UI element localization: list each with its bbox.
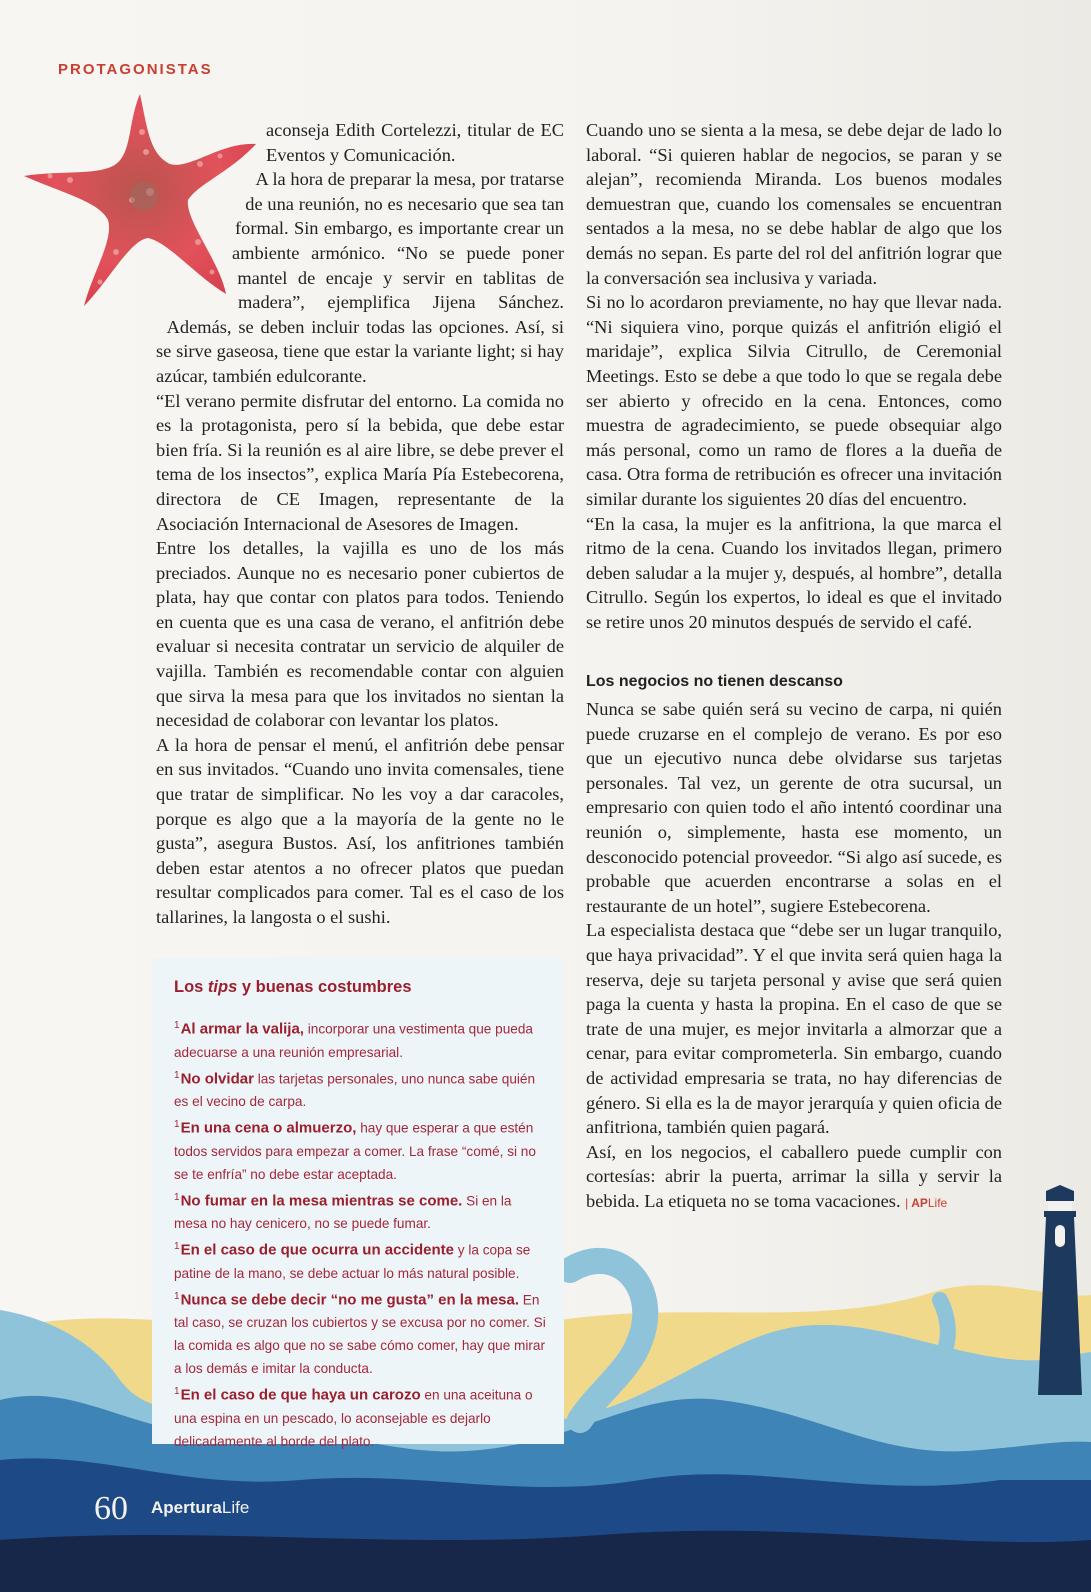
magazine-name-light: Life [221, 1498, 250, 1517]
tip-text: En tal caso, se cruzan los cubiertos y se excusa por no comer. Si la comida es algo que no se sabe cómo comer, hay que mirar a los demás e imitar la conducta. [174, 1292, 546, 1377]
paragraph: Nunca se sabe quién será su vecino de carpa, ni quién puede cruzarse en el complejo de verano. Es por eso que un ejecutivo nunca debe olvidarse sus tarjetas personales. Tal vez, un gerente de otra sucursal, un empresario con quien todo el año intentó coordinar una reunión o, simplemente, hasta ese momento, un desconocido potencial proveedor. “Si algo así sucede, es probable que acuerden encontrarse a solas en el restaurante de un hotel”, sugiere Estebecorena. [586, 699, 1002, 916]
tips-title-emphasis: tips [207, 978, 238, 996]
tip-number: 1 [174, 1290, 180, 1302]
paragraph: Entre los detalles, la vajilla es uno de los más preciados. Aunque no es necesario poner cubiertos de plata, hay que contar con platos para todos. Teniendo en cuenta que es una casa de verano, el anfitrión debe evaluar si necesita contratar un servicio de alquiler de vajilla. También es recomendable contar con alguien que sirva la mesa para que los invitados no sientan la necesidad de colaborar con levantar los platos. [156, 538, 564, 731]
lighthouse-illustration [1030, 1185, 1091, 1395]
tip-text: hay que esperar a que estén todos servidos para empezar a comer. La frase “comé, si no se te enfría” no debe estar aceptada. [174, 1120, 536, 1182]
paragraph: “En la casa, la mujer es la anfitriona, la que marca el ritmo de la cena. Cuando los invitados llegan, primero deben saludar a la mujer y, después, al hombre”, detalla Citrullo. Según los expertos, lo ideal es que el invitado se retire unos 20 minutos después de servido el café. [586, 513, 1002, 632]
tips-title [174, 978, 412, 997]
tip-text: y la copa se patine de la mano, se debe actuar lo más natural posible. [174, 1242, 531, 1281]
tip-text: las tarjetas personales, uno nunca sabe quién es el vecino de carpa. [174, 1071, 536, 1110]
tip-lead: En el caso de que haya un carozo [180, 1386, 421, 1404]
tip-lead: En una cena o almuerzo, [180, 1119, 357, 1137]
tips-list [174, 1014, 546, 1453]
left-column [156, 118, 564, 930]
end-mark-ap: AP [911, 1195, 928, 1210]
tip-number: 1 [174, 1241, 180, 1253]
tips-title-post: y buenas costumbres [237, 978, 412, 996]
closing-text: Así, en los negocios, el caballero puede cumplir con cortesías: abrir la puerta, arrimar la silla y servir la bebida. La etiqueta no se toma vacaciones. [586, 1141, 1002, 1211]
end-mark-life: Life [927, 1195, 948, 1210]
tip-item [174, 1380, 546, 1453]
right-column [586, 118, 1002, 1216]
tips-title-pre: Los [174, 978, 208, 996]
tip-number: 1 [174, 1020, 180, 1031]
paragraph: “El verano permite disfrutar del entorno. La comida no es la protagonista, pero sí la bebida, que debe estar bien fría. Si la reunión es al aire libre, se debe prever el tema de los insectos”, explica María Pía Estebecorena, directora de CE Imagen, representante de la Asociación Internacional de Asesores de Imagen. [156, 390, 564, 534]
tip-text: en una aceituna o una espina en un pescado, lo aconsejable es dejarlo delicadamente al borde del plato. [174, 1387, 533, 1449]
paragraph: aconseja Edith Cortelezzi, titular de EC Eventos y Comunicación. [266, 120, 564, 165]
tip-text: incorporar una vestimenta que pueda adecuarse a una reunión empresarial. [174, 1021, 533, 1060]
paragraph: Si no lo acordaron previamente, no hay que llevar nada. “Ni siquiera vino, porque quizás el anfitrión eligió el maridaje”, explica Silvia Citrullo, de Ceremonial Meetings. Esto se debe a que todo lo que se regala debe ser abierto y ofrecido en la cena. Entonces, como muestra de agradecimiento, se puede obsequiar algo más personal, como un ramo de flores a la dueña de casa. Otra forma de retribución es ofrecer una invitación similar durante los siguientes 20 días del encuentro. [586, 292, 1002, 509]
section-label: PROTAGONISTAS [58, 61, 213, 78]
magazine-name [151, 1498, 249, 1518]
tip-item [174, 1014, 546, 1064]
tip-item [174, 1113, 546, 1186]
tip-lead: Al armar la valija, [180, 1020, 304, 1038]
tip-number: 1 [174, 1119, 180, 1131]
paragraph: A la hora de pensar el menú, el anfitrión debe pensar en sus invitados. “Cuando uno invita comensales, tiene que tratar de simplificar. No les voy a dar caracoles, porque es algo que a la mayoría de la gente no le gusta”, asegura Bustos. Así, los anfitriones también deben estar atentos a no ofrecer platos que puedan resultar complicados para comer. Tal es el caso de los tallarines, la langosta o el sushi. [156, 734, 564, 927]
paragraph: La especialista destaca que “debe ser un lugar tranquilo, que haya privacidad”. Y el que invita será quien haga la reserva, deje su tarjeta personal y avise que será quien paga la cuenta y hasta la propina. En el caso de que se trate de una mujer, es mejor invitarla a almorzar que a cenar, para evitar comprometerla. Sin embargo, cuando de actividad empresaria se trata, no hay diferencias de género. Si ella es la de mayor jerarquía y quien oficia de anfitriona, también quien pagará. [586, 920, 1002, 1138]
tip-text: Si en la mesa no hay cenicero, no se puede fumar. [174, 1193, 512, 1232]
tip-lead: No fumar en la mesa mientras se come. [180, 1192, 463, 1210]
tip-lead: Nunca se debe decir “no me gusta” en la mesa. [180, 1291, 520, 1309]
tips-box [152, 958, 564, 1449]
subheading: Los negocios no tienen descanso [586, 673, 843, 691]
tip-number: 1 [174, 1386, 180, 1398]
tip-item [174, 1186, 546, 1236]
tip-number: 1 [174, 1069, 180, 1081]
paragraph: A la hora de preparar la mesa, por tratarse de una reunión, no es necesario que sea tan formal. Sin embargo, es importante crear un ambiente armónico. “No se puede poner mantel de encaje y servir en tablitas de madera”, ejemplifica Jijena Sánchez. Además, se deben incluir todas las opciones. Así, si se sirve gaseosa, tiene que estar la variante light; si hay azúcar, también edulcorante. [156, 169, 564, 386]
paragraph: Cuando uno se sienta a la mesa, se debe dejar de lado lo laboral. “Si quieren hablar de negocios, se paran y se alejan”, recomienda Miranda. Los buenos modales demuestran que, cuando los comensales se encuentran sentados a la mesa, no se debe hablar de algo que los demás no sepan. Es parte del rol del anfitrión lograr que la conversación sea inclusiva y variada. [586, 120, 1002, 288]
tip-item [174, 1064, 546, 1114]
page-number: 60 [94, 1490, 128, 1527]
tip-item [174, 1285, 546, 1381]
end-mark-separator: | [905, 1195, 909, 1210]
tip-number: 1 [174, 1191, 180, 1203]
tip-lead: En el caso de que ocurra un accidente [180, 1241, 454, 1259]
tip-item [174, 1235, 546, 1285]
magazine-name-bold: Apertura [151, 1498, 222, 1517]
tip-lead: No olvidar [180, 1070, 254, 1088]
